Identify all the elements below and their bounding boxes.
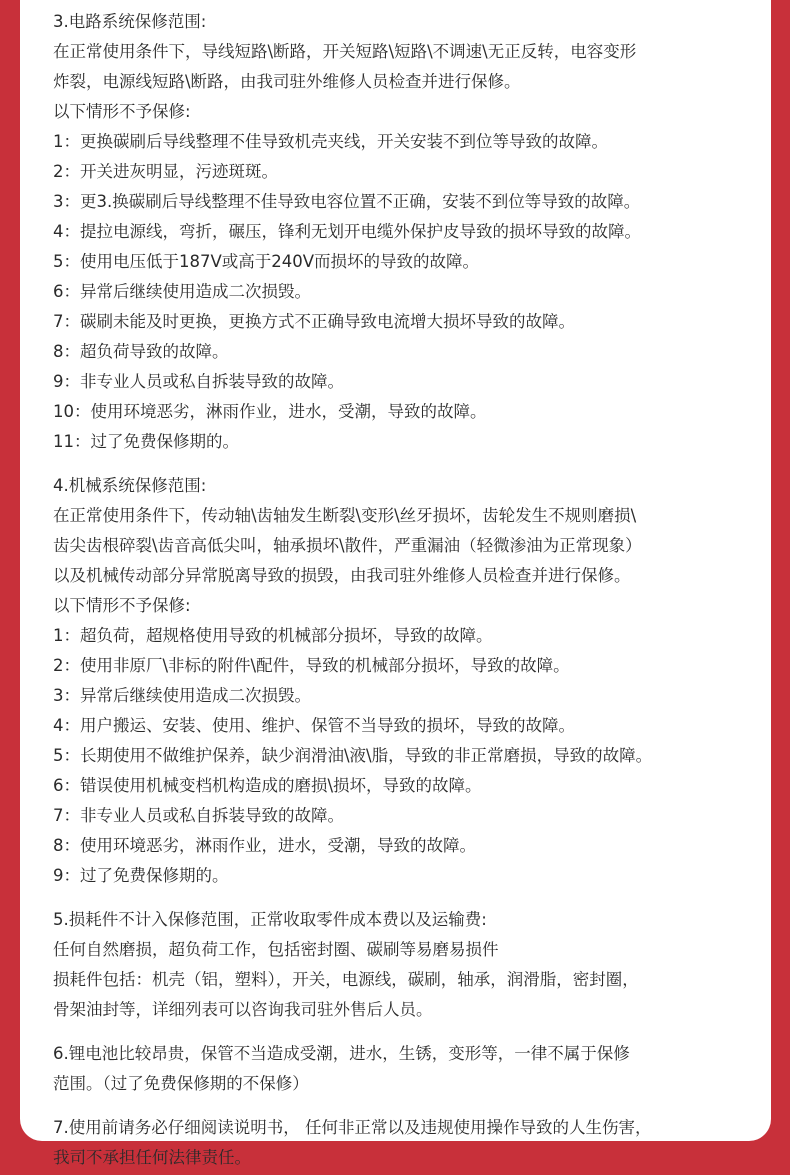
- list-item: 8：超负荷导致的故障。: [53, 342, 229, 361]
- text-line: 在正常使用条件下，传动轴\齿轴发生断裂\变形\丝牙损坏，齿轮发生不规则磨损\: [53, 506, 637, 525]
- list-item: 6：错误使用机械变档机构造成的磨损\损坏，导致的故障。: [53, 776, 482, 795]
- section-battery: [53, 1039, 771, 1099]
- text-line: 在正常使用条件下，导线短路\断路，开关短路\短路\不调速\无正反转，电容变形: [53, 42, 637, 61]
- section-heading: 5.损耗件不计入保修范围，正常收取零件成本费以及运输费:: [53, 910, 487, 929]
- text-line: 任何自然磨损，超负荷工作，包括密封圈、碳刷等易磨易损件: [53, 940, 499, 959]
- section-manual-notice: [53, 1113, 771, 1173]
- list-item: 9：过了免费保修期的。: [53, 866, 229, 885]
- list-item: 1：超负荷，超规格使用导致的机械部分损坏，导致的故障。: [53, 626, 493, 645]
- section-heading: 4.机械系统保修范围:: [53, 476, 207, 495]
- exclusions-heading: 以下情形不予保修:: [53, 102, 191, 121]
- list-item: 5：使用电压低于187V或高于240V而损坏的导致的故障。: [53, 252, 480, 271]
- list-item: 3：异常后继续使用造成二次损毁。: [53, 686, 311, 705]
- text-line: 我司不承担任何法律责任。: [53, 1148, 251, 1167]
- list-item: 9：非专业人员或私自拆装导致的故障。: [53, 372, 344, 391]
- section-consumables: [53, 905, 771, 1025]
- text-line: 骨架油封等，详细列表可以咨询我司驻外售后人员。: [53, 1000, 433, 1019]
- list-item: 1：更换碳刷后导线整理不佳导致机壳夹线，开关安装不到位等导致的故障。: [53, 132, 608, 151]
- section-mechanical-warranty: [53, 471, 771, 891]
- section-circuit-warranty: [53, 7, 771, 457]
- list-item: 6：异常后继续使用造成二次损毁。: [53, 282, 311, 301]
- list-item: 7：非专业人员或私自拆装导致的故障。: [53, 806, 344, 825]
- text-line: 齿尖齿根碎裂\齿音高低尖叫，轴承损坏\散件，严重漏油（轻微渗油为正常现象）: [53, 536, 642, 555]
- list-item: 4：用户搬运、安装、使用、维护、保管不当导致的损坏，导致的故障。: [53, 716, 575, 735]
- section-heading: 6.锂电池比较昂贵，保管不当造成受潮，进水，生锈，变形等，一律不属于保修: [53, 1044, 630, 1063]
- list-item: 11：过了免费保修期的。: [53, 432, 239, 451]
- list-item: 2：使用非原厂\非标的附件\配件，导致的机械部分损坏，导致的故障。: [53, 656, 570, 675]
- section-heading: 3.电路系统保修范围:: [53, 12, 207, 31]
- list-item: 4：提拉电源线，弯折，碾压，锋利无划开电缆外保护皮导致的损坏导致的故障。: [53, 222, 641, 241]
- text-line: 范围。（过了免费保修期的不保修）: [53, 1074, 309, 1093]
- text-line: 损耗件包括：机壳（铝，塑料），开关，电源线，碳刷，轴承，润滑脂，密封圈，: [53, 970, 639, 989]
- section-heading: 7.使用前请务必仔细阅读说明书， 任何非正常以及违规使用操作导致的人生伤害，: [53, 1118, 652, 1137]
- warranty-terms-card: [20, 0, 771, 1167]
- list-item: 2：开关进灰明显，污迹斑斑。: [53, 162, 278, 181]
- list-item: 10：使用环境恶劣，淋雨作业，进水，受潮，导致的故障。: [53, 402, 487, 421]
- list-item: 7：碳刷未能及时更换，更换方式不正确导致电流增大损坏导致的故障。: [53, 312, 575, 331]
- list-item: 8：使用环境恶劣，淋雨作业，进水，受潮，导致的故障。: [53, 836, 476, 855]
- text-line: 炸裂，电源线短路\断路，由我司驻外维修人员检查并进行保修。: [53, 72, 521, 91]
- list-item: 3：更3.换碳刷后导线整理不佳导致电容位置不正确，安装不到位等导致的故障。: [53, 192, 641, 211]
- exclusions-heading: 以下情形不予保修:: [53, 596, 191, 615]
- text-line: 以及机械传动部分异常脱离导致的损毁，由我司驻外维修人员检查并进行保修。: [53, 566, 631, 585]
- list-item: 5：长期使用不做维护保养，缺少润滑油\液\脂，导致的非正常磨损，导致的故障。: [53, 746, 653, 765]
